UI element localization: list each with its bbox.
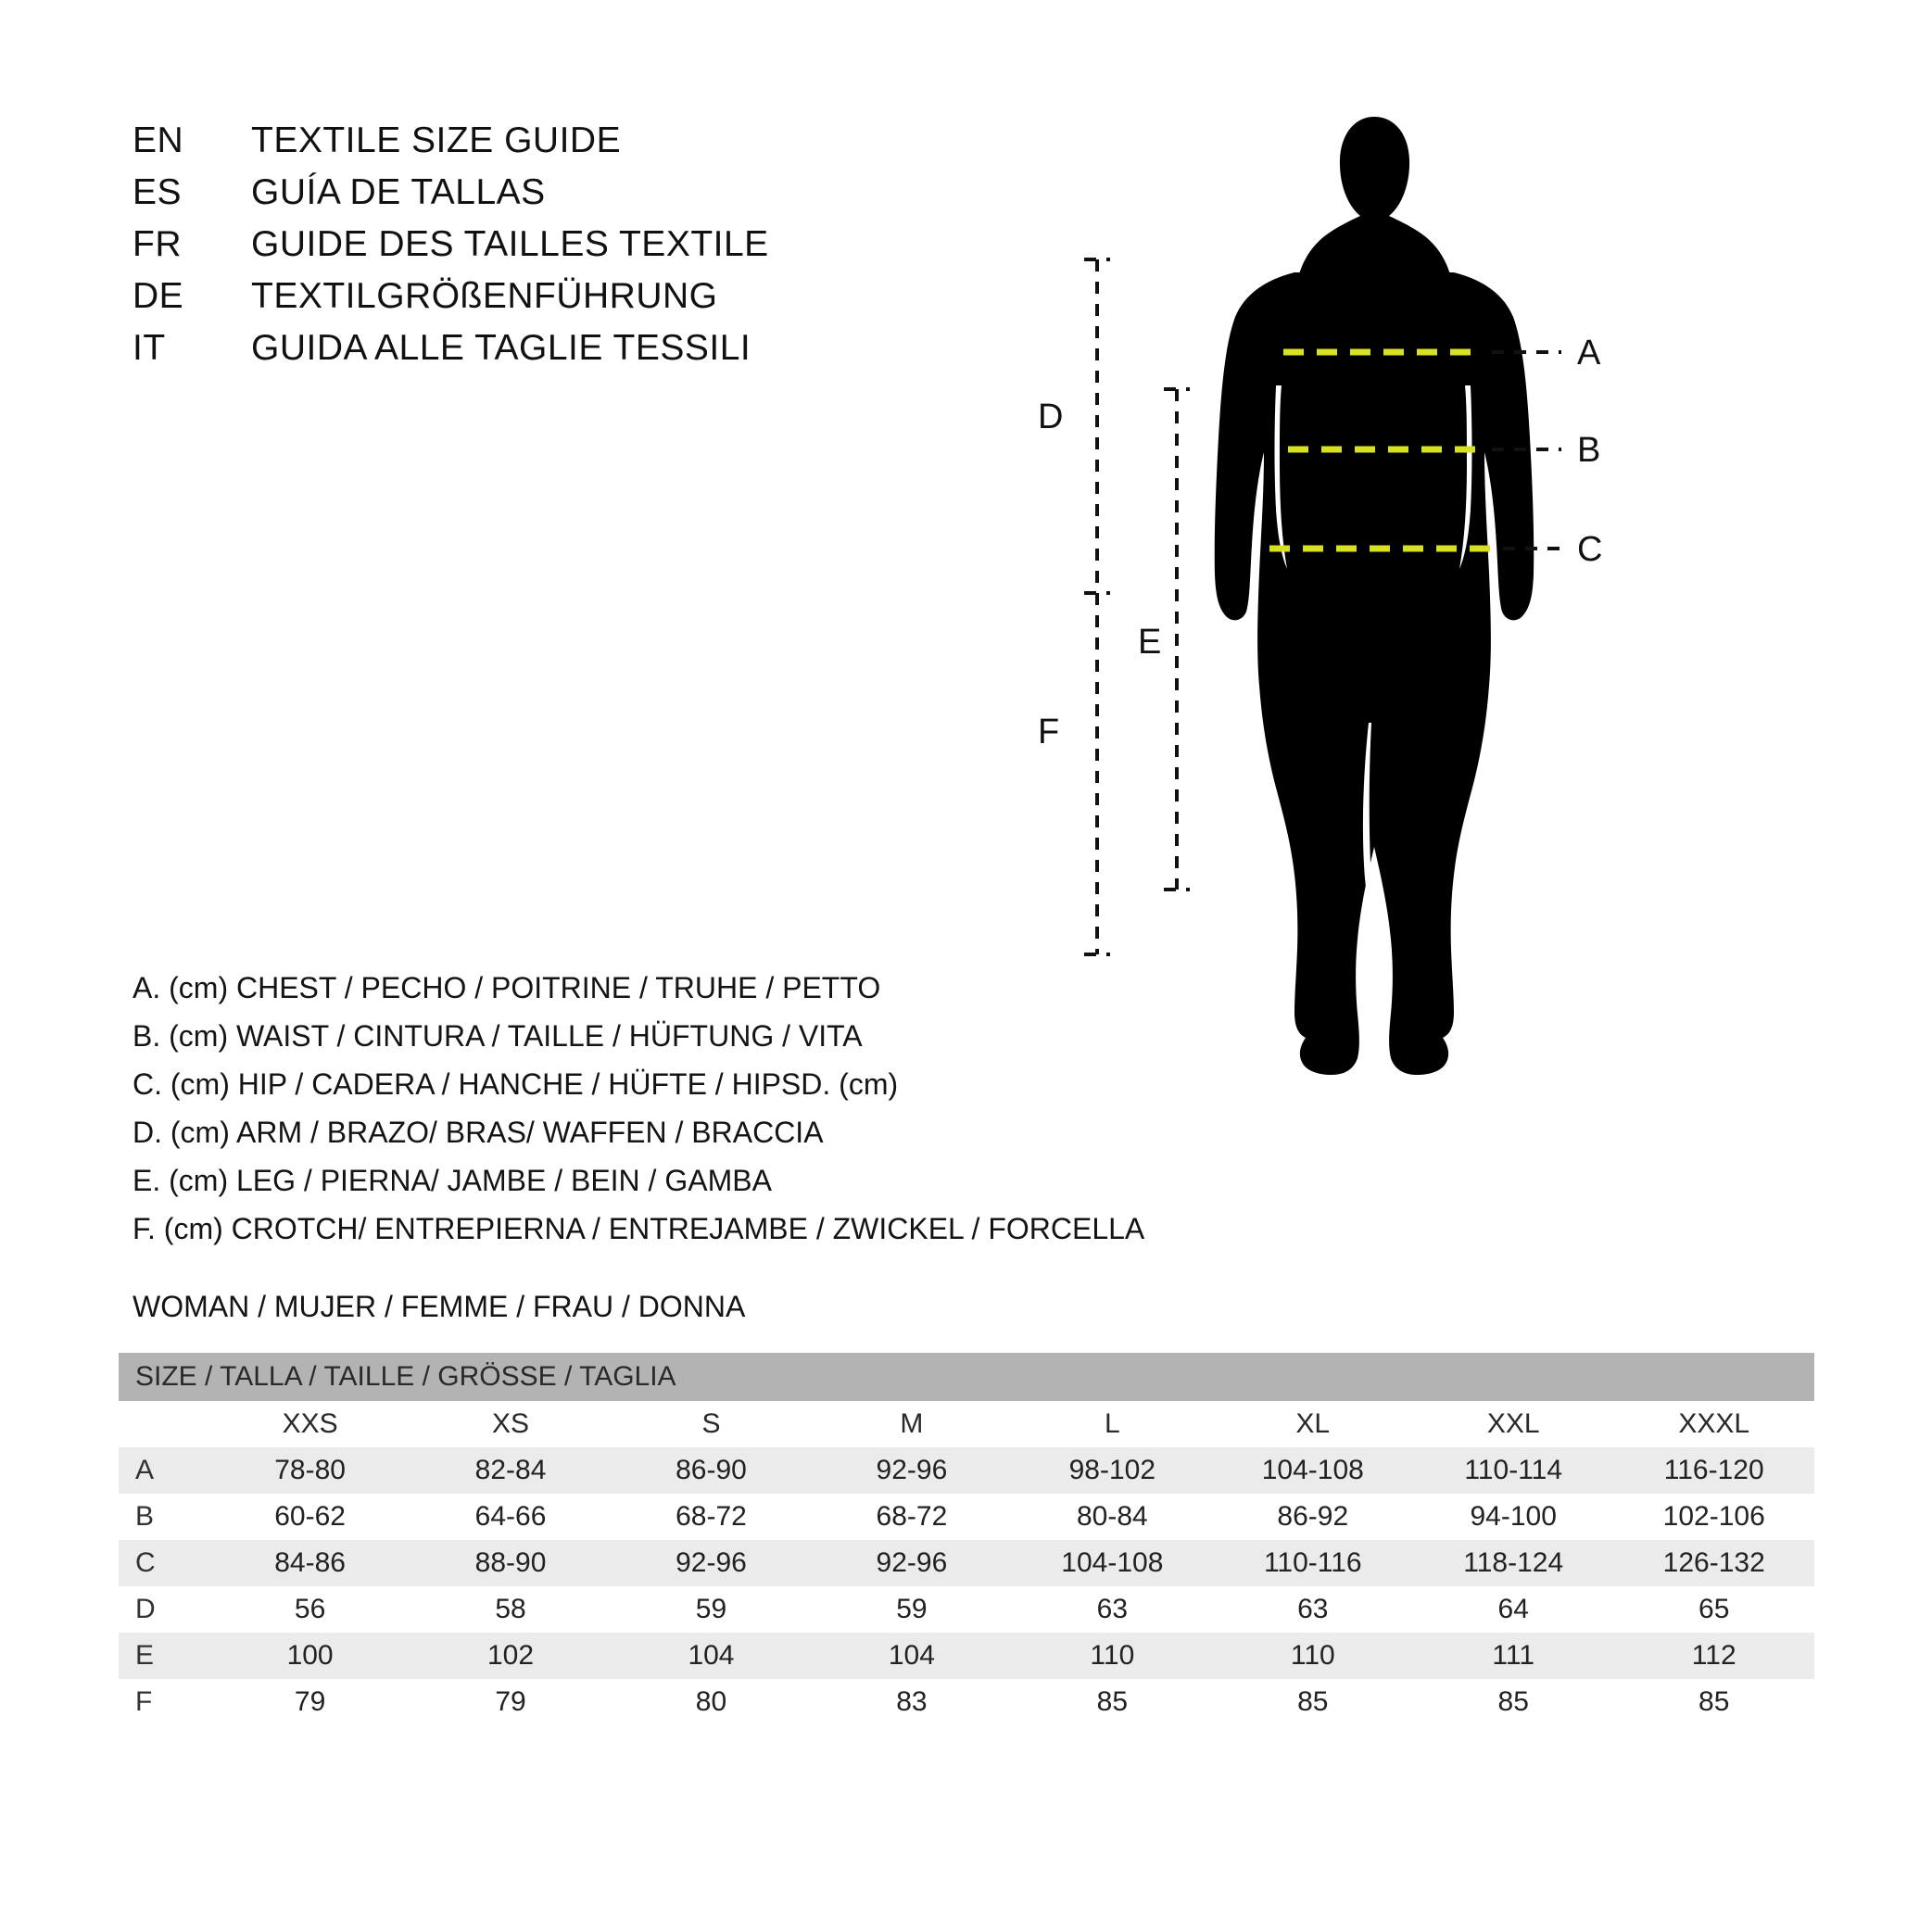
cell: 59: [611, 1586, 811, 1633]
cell: 98-102: [1012, 1447, 1212, 1494]
cell: 92-96: [812, 1447, 1012, 1494]
language-title-block: [133, 120, 966, 380]
language-title: GUIDA ALLE TAGLIE TESSILI: [251, 328, 751, 368]
cell: 65: [1613, 1586, 1814, 1633]
table-row: [119, 1679, 1814, 1725]
cell: 85: [1213, 1679, 1413, 1725]
marker-label-a: A: [1577, 334, 1601, 372]
cell: 63: [1012, 1586, 1212, 1633]
cell: 92-96: [611, 1540, 811, 1586]
cell: 104: [812, 1633, 1012, 1679]
cell: 79: [209, 1679, 410, 1725]
table-row-sizes: [119, 1401, 1814, 1447]
cell: 64-66: [410, 1494, 611, 1540]
language-code: IT: [133, 328, 166, 368]
language-row: [133, 120, 966, 172]
row-label: C: [119, 1540, 209, 1586]
size-header: XXL: [1413, 1401, 1613, 1447]
legend-item-e: E. (cm) LEG / PIERNA/ JAMBE / BEIN / GAMBA: [133, 1164, 772, 1197]
cell: 111: [1413, 1633, 1613, 1679]
cell: 86-90: [611, 1447, 811, 1494]
size-header: S: [611, 1401, 811, 1447]
cell: 64: [1413, 1586, 1613, 1633]
table-row: [119, 1586, 1814, 1633]
legend-item-d: D. (cm) ARM / BRAZO/ BRAS/ WAFFEN / BRACCIA: [133, 1116, 824, 1149]
legend-item-b: B. (cm) WAIST / CINTURA / TAILLE / HÜFTUNG / VITA: [133, 1019, 863, 1053]
cell: 85: [1613, 1679, 1814, 1725]
marker-label-b: B: [1577, 431, 1601, 470]
size-table: [119, 1353, 1814, 1725]
cell: 85: [1012, 1679, 1212, 1725]
size-header: XXS: [209, 1401, 410, 1447]
legend-item-c: C. (cm) HIP / CADERA / HANCHE / HÜFTE / HIPSD. (cm): [133, 1067, 899, 1101]
dimension-label-d: D: [1038, 398, 1064, 436]
cell: 79: [410, 1679, 611, 1725]
dimension-label-e: E: [1138, 623, 1162, 662]
language-code: EN: [133, 120, 184, 160]
cell: 84-86: [209, 1540, 410, 1586]
row-label: E: [119, 1633, 209, 1679]
cell: 104: [611, 1633, 811, 1679]
cell: 68-72: [611, 1494, 811, 1540]
size-header: XL: [1213, 1401, 1413, 1447]
legend-item-a: A. (cm) CHEST / PECHO / POITRINE / TRUHE / PETTO: [133, 971, 881, 1004]
language-title: GUIDE DES TAILLES TEXTILE: [251, 224, 769, 264]
cell: 104-108: [1213, 1447, 1413, 1494]
row-label-empty: [119, 1401, 209, 1447]
cell: 126-132: [1613, 1540, 1814, 1586]
cell: 102-106: [1613, 1494, 1814, 1540]
cell: 104-108: [1012, 1540, 1212, 1586]
cell: 112: [1613, 1633, 1814, 1679]
legend-item-f: F. (cm) CROTCH/ ENTREPIERNA / ENTREJAMBE / ZWICKEL / FORCELLA: [133, 1212, 1145, 1245]
cell: 58: [410, 1586, 611, 1633]
cell: 63: [1213, 1586, 1413, 1633]
cell: 102: [410, 1633, 611, 1679]
language-title: TEXTILGRÖßENFÜHRUNG: [251, 276, 718, 316]
language-code: ES: [133, 172, 183, 212]
table-header-band: [119, 1353, 1814, 1401]
row-label: F: [119, 1679, 209, 1725]
cell: 100: [209, 1633, 410, 1679]
language-row: [133, 172, 966, 224]
table-row: [119, 1447, 1814, 1494]
language-code: DE: [133, 276, 184, 316]
cell: 86-92: [1213, 1494, 1413, 1540]
cell: 110-116: [1213, 1540, 1413, 1586]
cell: 116-120: [1613, 1447, 1814, 1494]
cell: 80: [611, 1679, 811, 1725]
cell: 56: [209, 1586, 410, 1633]
language-row: [133, 276, 966, 328]
gender-caption: WOMAN / MUJER / FEMME / FRAU / DONNA: [133, 1290, 746, 1323]
table-row: [119, 1494, 1814, 1540]
cell: 80-84: [1012, 1494, 1212, 1540]
measurement-diagram: [1038, 74, 1900, 1297]
table-title: SIZE / TALLA / TAILLE / GRÖSSE / TAGLIA: [119, 1353, 1814, 1401]
language-code: FR: [133, 224, 182, 264]
row-label: D: [119, 1586, 209, 1633]
cell: 118-124: [1413, 1540, 1613, 1586]
size-header: XXXL: [1613, 1401, 1814, 1447]
cell: 59: [812, 1586, 1012, 1633]
size-header: M: [812, 1401, 1012, 1447]
row-label: B: [119, 1494, 209, 1540]
cell: 88-90: [410, 1540, 611, 1586]
cell: 78-80: [209, 1447, 410, 1494]
language-row: [133, 328, 966, 380]
language-row: [133, 224, 966, 276]
cell: 85: [1413, 1679, 1613, 1725]
marker-label-c: C: [1577, 530, 1603, 569]
cell: 83: [812, 1679, 1012, 1725]
cell: 110: [1012, 1633, 1212, 1679]
cell: 94-100: [1413, 1494, 1613, 1540]
table-row: [119, 1633, 1814, 1679]
cell: 110: [1213, 1633, 1413, 1679]
language-title: TEXTILE SIZE GUIDE: [251, 120, 622, 160]
table-row: [119, 1540, 1814, 1586]
language-title: GUÍA DE TALLAS: [251, 172, 546, 212]
row-label: A: [119, 1447, 209, 1494]
size-header: XS: [410, 1401, 611, 1447]
cell: 92-96: [812, 1540, 1012, 1586]
legend-block: [133, 964, 1244, 1253]
cell: 110-114: [1413, 1447, 1613, 1494]
cell: 82-84: [410, 1447, 611, 1494]
dimension-label-f: F: [1038, 713, 1060, 751]
woman-silhouette-icon: [1215, 117, 1534, 1075]
size-header: L: [1012, 1401, 1212, 1447]
cell: 68-72: [812, 1494, 1012, 1540]
cell: 60-62: [209, 1494, 410, 1540]
